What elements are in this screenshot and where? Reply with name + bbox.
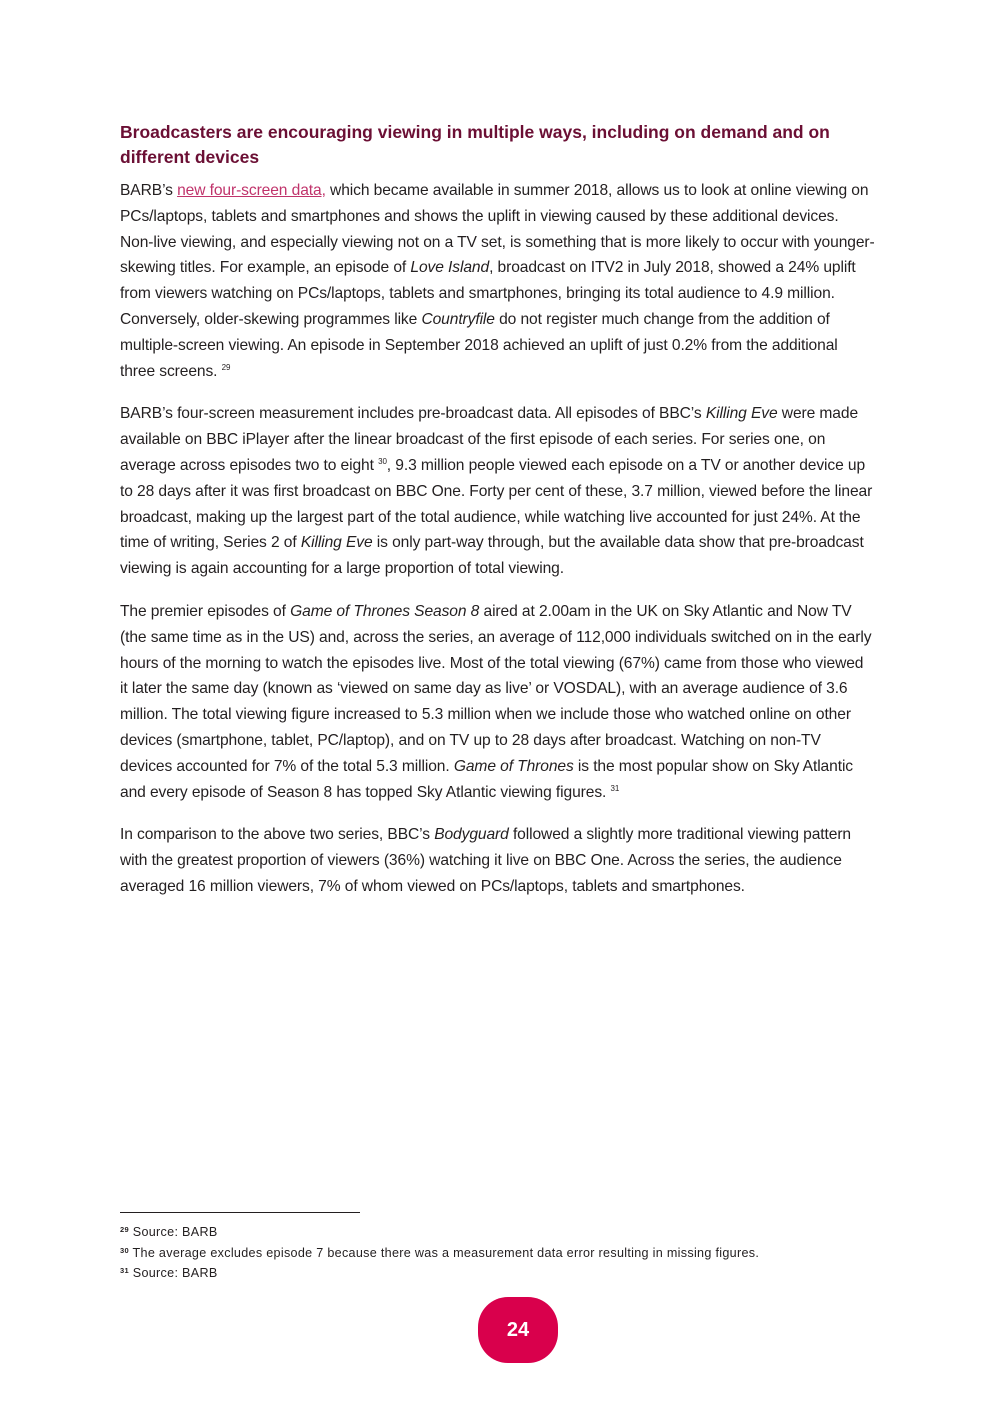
footnote-29: $^{29}$ Source: BARB (120, 1225, 218, 1239)
section-heading: Broadcasters are encouraging viewing in multiple ways, including on demand and on different devices (120, 122, 830, 167)
page-number: 24 (506, 1318, 530, 1341)
title-game-of-thrones-s8: Game of Thrones Season 8 (290, 602, 480, 620)
title-countryfile: Countryfile (421, 310, 495, 328)
title-killing-eve: Killing Eve (705, 405, 778, 423)
footnotes (120, 1222, 880, 1284)
title-killing-eve-2: Killing Eve (300, 534, 373, 552)
paragraph-killing-eve: BARB’s four-screen measurement includes pre-broadcast data. All episodes of BBC’s Killing Eve were made available on BBC iPlayer after the linear broadcast of the first episode of each series. For series one, on average across episodes two to eight $^{30}$, 9.3 million people viewed each episode on a TV or another device up to 28 days after it was first broadcast on BBC One. Forty per cent of these, 3.7 million, viewed before the linear broadcast, making up the largest part of the total audience, while watching live accounted for just 24%. At the time of writing, Series 2 of Killing Eve is only part-way through, but the available data show that pre-broadcast viewing is again accounting for a large proportion of total viewing. (120, 405, 873, 578)
title-bodyguard: Bodyguard (434, 826, 509, 844)
title-game-of-thrones: Game of Thrones (453, 757, 574, 775)
page-number-badge (478, 1297, 558, 1363)
title-love-island: Love Island (410, 259, 490, 277)
paragraph-game-of-thrones: The premier episodes of Game of Thrones Season 8 aired at 2.00am in the UK on Sky Atlantic and Now TV (the same time as in the US) and, across the series, an average of 112,000 individuals switched on in the early hours of the morning to watch the episodes live. Most of the total viewing (67%) came from those who viewed it later the same day (known as ‘viewed on same day as live’ or VOSDAL), with an average audience of 3.6 million. The total viewing figure increased to 5.3 million when we include those who watched online on other devices (smartphone, tablet, PC/laptop), and on TV up to 28 days after broadcast. Watching on non-TV devices accounted for 7% of the total 5.3 million. Game of Thrones is the most popular show on Sky Atlantic and every episode of Season 8 has topped Sky Atlantic viewing figures. $^{31}$ (120, 602, 872, 801)
four-screen-data-link[interactable]: new four-screen data, (177, 182, 326, 199)
paragraph-four-screen-data: BARB’s new four-screen data, which became available in summer 2018, allows us to look at online viewing on PCs/laptops, tablets and smartphones and shows the uplift in viewing caused by these additional devices. Non-live viewing, and especially viewing not on a TV set, is something that is more likely to occur with younger-skewing titles. For example, an episode of Love Island, broadcast on ITV2 in July 2018, showed a 24% uplift from viewers watching on PCs/laptops, tablets and smartphones, bringing its total audience to 4.9 million. Conversely, older-skewing programmes like Countryfile do not register much change from the addition of multiple-screen viewing. An episode in September 2018 achieved an uplift of just 0.2% from the additional three screens. $^{29}$ (120, 182, 875, 380)
paragraph-bodyguard: In comparison to the above two series, BBC’s Bodyguard followed a slightly more traditional viewing pattern with the greatest proportion of viewers (36%) watching it live on BBC One. Across the series, the audience averaged 16 million viewers, 7% of whom viewed on PCs/laptops, tablets and smartphones. (120, 826, 851, 895)
footnote-31: $^{31}$ Source: BARB (120, 1266, 218, 1280)
footnote-ref-29[interactable]: 29 (221, 362, 231, 372)
footnote-ref-31[interactable]: 31 (610, 783, 620, 793)
footnote-ref-30[interactable]: 30 (378, 456, 387, 466)
footnote-30: $^{30}$ The average excludes episode 7 because there was a measurement data error resulting in missing figures. (120, 1245, 760, 1260)
footnote-divider (120, 1212, 360, 1213)
main-content (120, 120, 875, 917)
